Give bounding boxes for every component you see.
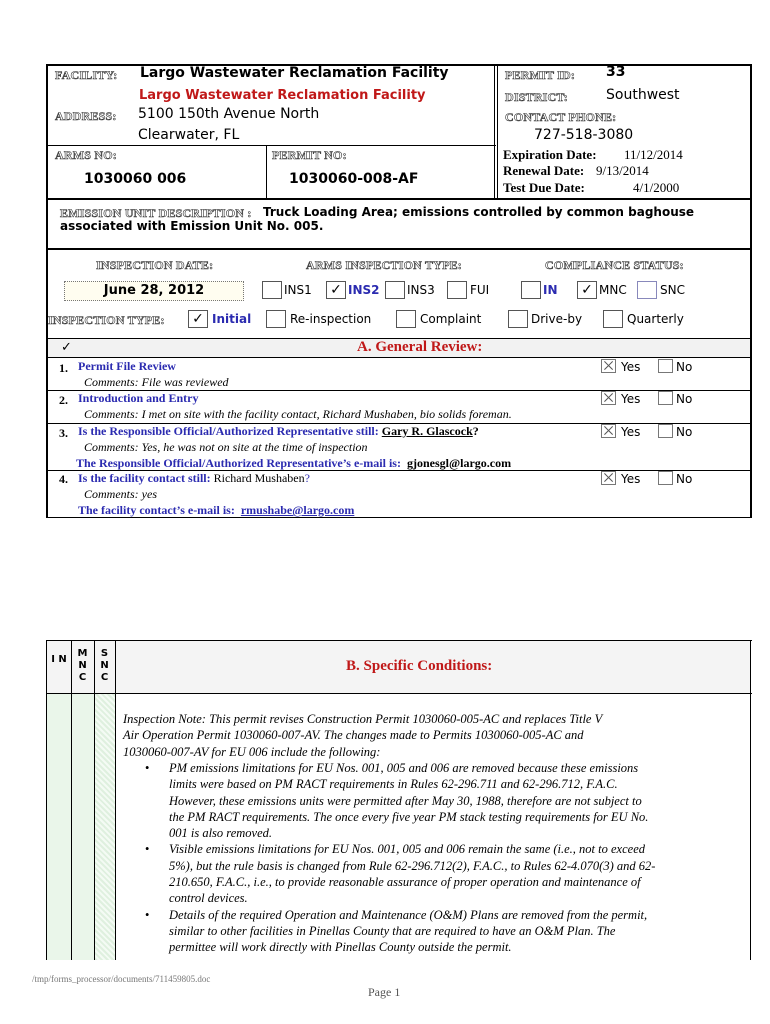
bullet-line: Details of the required Operation and Maintenance (O&M) Plans are removed from the permit,: [169, 907, 648, 922]
permit-id: 33: [606, 64, 626, 80]
item-3-email: gjonesgl@largo.com: [406, 456, 512, 470]
item-4-no-label: No: [676, 472, 693, 486]
expiration-date: 11/12/2014: [624, 147, 683, 162]
emission-text-1: Truck Loading Area; emissions controlled by common baghouse: [263, 205, 695, 219]
ins3-checkbox[interactable]: [385, 281, 405, 299]
bullet-line: similar to other facilities in Pinellas County that are required to have an O&M Plan. The: [169, 923, 616, 938]
bullet-list: [145, 760, 655, 956]
facility-name: Largo Wastewater Reclamation Facility: [140, 65, 449, 81]
driveby-checkbox[interactable]: [508, 310, 528, 328]
renewal-date: 9/13/2014: [596, 163, 649, 178]
bullet-line: PM emissions limitations for EU Nos. 001, 005 and 006 are removed because these emissions: [169, 761, 639, 775]
item-3-number: 3.: [59, 426, 68, 440]
compliance-status-label: COMPLIANCE STATUS:: [545, 258, 684, 272]
note-line: 1030060-007-AV for EU 006 include the following:: [123, 744, 381, 759]
item-4-question: [78, 471, 310, 486]
in-checkbox[interactable]: [521, 281, 541, 299]
contact-phone-label: CONTACT PHONE:: [505, 110, 617, 124]
fui-label: FUI: [470, 283, 490, 297]
note-line: Inspection Note: This permit revises Construction Permit 1030060-005-AC and replaces Title V: [123, 712, 603, 726]
address-label: ADDRESS:: [55, 109, 117, 123]
general-review-title: A. General Review:: [357, 339, 483, 355]
item-4-email-line: [78, 503, 354, 518]
item-1-no-checkbox[interactable]: [658, 359, 673, 373]
initial-checkbox[interactable]: [188, 310, 208, 328]
item-4-question-text: Is the facility contact still:: [78, 471, 214, 485]
item-3-question-text: Is the Responsible Official/Authorized Representative still:: [78, 424, 382, 438]
snc-label: SNC: [660, 283, 685, 297]
emission-label: EMISSION UNIT DESCRIPTION :: [60, 206, 252, 220]
col-snc-header: S N C: [100, 648, 109, 683]
arms-no: 1030060 006: [84, 171, 187, 187]
item-1-yes-label: Yes: [621, 360, 641, 374]
inspection-type-label: INSPECTION TYPE:: [48, 313, 165, 327]
ins3-label: INS3: [407, 283, 435, 297]
complaint-checkbox[interactable]: [396, 310, 416, 328]
bullet-item: [145, 907, 655, 956]
general-review-check-icon: ✓: [61, 340, 72, 355]
item-4-contact-name: Richard Mushaben: [213, 471, 305, 485]
item-2-comment: Comments: I met on site with the facility contact, Richard Mushaben, bio solids foreman.: [84, 407, 512, 421]
item-3-question: [78, 424, 479, 439]
test-due-label: Test Due Date:: [503, 180, 585, 195]
check-icon: ✓: [581, 282, 593, 298]
mnc-checkbox[interactable]: [577, 281, 597, 299]
inspection-note: [123, 711, 602, 760]
item-4-email[interactable]: rmushabe@largo.com: [240, 503, 355, 517]
item-3-no-label: No: [676, 425, 693, 439]
item-3-yes-label: Yes: [621, 425, 641, 439]
bullet-line: permittee will work directly with Pinellas County outside the permit.: [169, 940, 512, 955]
col-snc-cell[interactable]: [95, 694, 115, 960]
fui-checkbox[interactable]: [447, 281, 467, 299]
item-4-no-checkbox[interactable]: [658, 471, 673, 485]
mnc-label: MNC: [599, 283, 627, 297]
item-2-number: 2.: [59, 393, 68, 407]
bullet-icon: •: [145, 842, 150, 857]
complaint-label: Complaint: [420, 312, 482, 326]
page-number: Page 1: [368, 985, 401, 999]
in-label: IN: [543, 283, 558, 297]
driveby-label: Drive-by: [531, 312, 583, 326]
check-icon: ✓: [192, 311, 204, 327]
item-4-number: 4.: [59, 472, 68, 486]
item-2-no-label: No: [676, 392, 693, 406]
item-3-email-label: The Responsible Official/Authorized Representative’s e-mail is:: [76, 456, 401, 470]
item-4-yes-label: Yes: [621, 472, 641, 486]
col-mnc-cell[interactable]: [72, 694, 94, 960]
item-4-email-label: The facility contact’s e-mail is:: [78, 503, 235, 517]
renewal-label: Renewal Date:: [503, 163, 585, 178]
item-1-question: Permit File Review: [78, 359, 176, 373]
facility-name-red: Largo Wastewater Reclamation Facility: [139, 88, 426, 103]
item-1-yes-checkbox[interactable]: ⨉: [601, 359, 616, 373]
item-1-comment: Comments: File was reviewed: [84, 375, 229, 389]
bullet-line: 210.650, F.A.C., i.e., to provide reasonable assurance of proper operation and maintenance of: [169, 875, 641, 890]
ins2-label: INS2: [348, 283, 380, 297]
bullet-item: [145, 841, 655, 906]
item-2-question: Introduction and Entry: [78, 391, 199, 405]
ins1-label: INS1: [284, 283, 312, 297]
reinspection-checkbox[interactable]: [266, 310, 286, 328]
item-2-yes-checkbox[interactable]: ⨉: [601, 391, 616, 405]
col-in-cell[interactable]: [47, 694, 71, 960]
reinspection-label: Re-inspection: [290, 312, 372, 326]
item-3-no-checkbox[interactable]: [658, 424, 673, 438]
bullet-icon: •: [145, 907, 150, 922]
initial-label: Initial: [212, 312, 252, 326]
inspection-date-field[interactable]: June 28, 2012: [64, 281, 244, 301]
item-2-no-checkbox[interactable]: [658, 391, 673, 405]
note-line: Air Operation Permit 1030060-007-AV. The changes made to Permits 1030060-005-AC and: [123, 728, 584, 743]
bullet-line: 5%), but the rule basis is changed from Rule 62-296.712(2), F.A.C., to Rules 62-4.070(3) and 62-: [169, 858, 656, 873]
ins1-checkbox[interactable]: [262, 281, 282, 299]
district: Southwest: [606, 87, 680, 103]
col-mnc-header: M N C: [77, 648, 88, 683]
permit-no: 1030060-008-AF: [289, 171, 419, 187]
col-in-header: I N: [51, 654, 67, 665]
facility-label: FACILITY:: [55, 68, 118, 82]
bullet-line: Visible emissions limitations for EU Nos. 001, 005 and 006 remain the same (i.e., not to exceed: [169, 842, 645, 857]
item-3-official-name: Gary R. Glascock: [381, 424, 473, 438]
permit-id-label: PERMIT ID:: [505, 68, 576, 82]
district-label: DISTRICT:: [505, 90, 568, 104]
item-4-yes-checkbox[interactable]: ⨉: [601, 471, 616, 485]
item-4-question-end: ?: [304, 471, 310, 485]
expiration-label: Expiration Date:: [503, 147, 597, 162]
item-2-yes-label: Yes: [621, 392, 641, 406]
quarterly-checkbox[interactable]: [603, 310, 623, 328]
item-1-no-label: No: [676, 360, 693, 374]
bullet-item: [145, 760, 655, 841]
item-3-yes-checkbox[interactable]: ⨉: [601, 424, 616, 438]
item-3-question-end: ?: [472, 424, 479, 438]
specific-conditions-title: B. Specific Conditions:: [346, 658, 493, 674]
address-line2: Clearwater, FL: [138, 127, 240, 143]
bullet-line: the PM RACT requirements. The once every five year PM stack testing requirements for EU No.: [169, 809, 649, 824]
bullet-icon: •: [145, 761, 150, 775]
arms-inspection-type-label: ARMS INSPECTION TYPE:: [306, 258, 462, 272]
footer-path: /tmp/forms_processor/documents/711459805.doc: [32, 974, 211, 984]
bullet-line: control devices.: [169, 891, 248, 906]
quarterly-label: Quarterly: [627, 312, 684, 326]
emission-text-2: associated with Emission Unit No. 005.: [60, 219, 324, 233]
ins2-checkbox[interactable]: [326, 281, 346, 299]
check-icon: ✓: [330, 282, 342, 298]
bullet-line: limits were based on PM RACT requirements in Rules 62-296.711 and 62-296.712, F.A.C.: [169, 777, 618, 792]
item-3-email-line: [76, 456, 511, 471]
inspection-date-label: INSPECTION DATE:: [96, 258, 214, 272]
arms-no-label: ARMS NO:: [55, 148, 117, 162]
item-3-comment: Comments: Yes, he was not on site at the time of inspection: [84, 440, 368, 454]
contact-phone: 727-518-3080: [534, 127, 634, 143]
snc-checkbox[interactable]: [637, 281, 657, 299]
item-1-number: 1.: [59, 361, 68, 375]
item-4-comment: Comments: yes: [84, 487, 157, 501]
address-line1: 5100 150th Avenue North: [138, 106, 320, 122]
bullet-line: 001 is also removed.: [169, 826, 272, 841]
bullet-line: However, these emissions units were permitted after May 30, 1988, therefore are not subject to: [169, 793, 642, 808]
permit-no-label: PERMIT NO:: [272, 148, 347, 162]
test-due-date: 4/1/2000: [633, 180, 680, 195]
